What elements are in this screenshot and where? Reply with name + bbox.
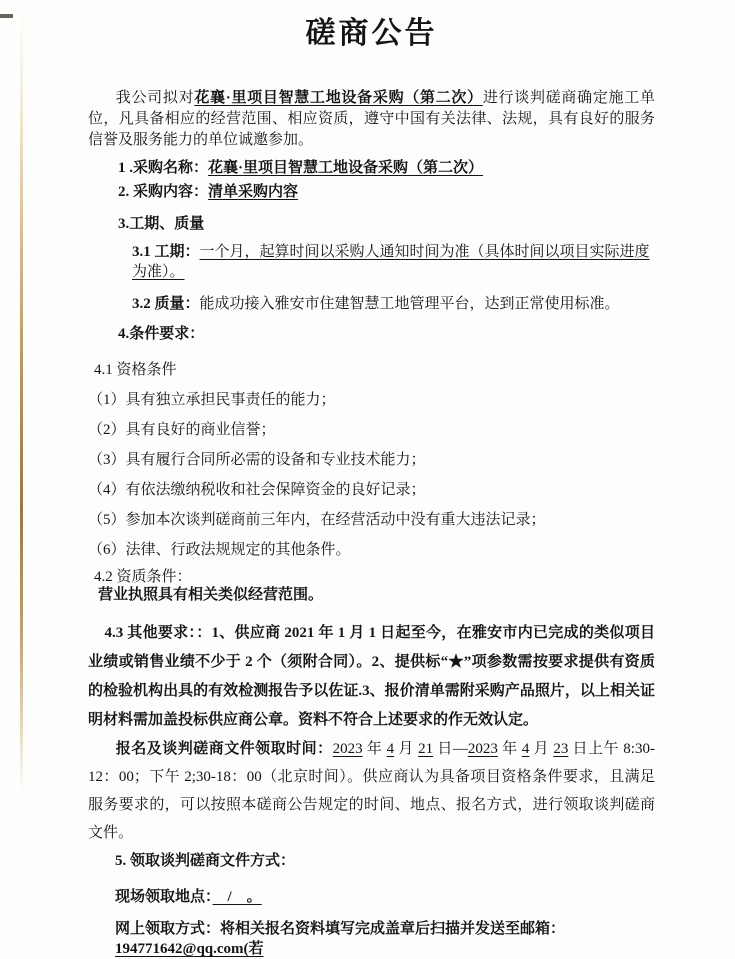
qualification-condition-6: （6）法律、行政法规规定的其他条件。 xyxy=(88,542,351,558)
document-page xyxy=(0,14,735,959)
license-requirement: 营业执照具有相关类似经营范围。 xyxy=(98,587,324,603)
signup-year-2: 2023 xyxy=(467,741,498,757)
signup-sep-6: 日上午 8:30-12：00； xyxy=(88,741,655,785)
offline-pickup-row xyxy=(115,887,655,907)
section-5-heading: 5. 领取谈判磋商文件方式： xyxy=(115,853,296,869)
signup-time-label: 报名及谈判磋商文件领取时间： xyxy=(115,741,333,757)
qualification-condition-3: （3）具有履行合同所必需的设备和专业技术能力； xyxy=(88,452,426,468)
project-name-highlight: 花襄·里项目智慧工地设备采购（第二次） xyxy=(194,90,483,106)
procurement-content-value: 清单采购内容 xyxy=(208,184,299,200)
duration-label: 3.1 工期： xyxy=(132,244,200,260)
procurement-content-row xyxy=(118,182,655,202)
signup-sep-5: 月 xyxy=(529,741,554,757)
signup-sep-3: 日— xyxy=(433,741,468,757)
signup-month-1: 4 xyxy=(386,741,395,757)
online-pickup-email: 194771642@qq.com(若 xyxy=(115,941,264,957)
offline-pickup-label: 现场领取地点： xyxy=(115,889,213,905)
signup-day-1: 21 xyxy=(418,741,434,757)
section-3-heading: 3.工期、质量 xyxy=(118,216,205,232)
qualification-condition-4: （4）有依法缴纳税收和社会保障资金的良好记录； xyxy=(88,482,426,498)
section-4-3-paragraph: 4.3 其他要求：：1、供应商 2021 年 1 月 1 日起至今，在雅安市内已完成的类似项目业绩或销售业绩不少于 2 个（须附合同）。2、提供标“★”项参数需按要求提供有资质的检验机构出具的有效检测报告予以佐证.3、报价清单需附采购产品照片，以上相关证明材料需加盖投标供应商公章。资料不符合上述要求的作无效认定。 xyxy=(88,625,655,728)
signup-time-paragraph xyxy=(88,735,655,847)
intro-rest: 进行谈判磋商确定施工单位，凡具备相应的经营范围、相应资质，遵守中国有关法律、法规，具有良好的服务信誉及服务能力的单位诚邀参加。 xyxy=(88,90,655,148)
qualification-condition-5: （5）参加本次谈判磋商前三年内，在经营活动中没有重大违法记录； xyxy=(88,512,546,528)
online-pickup-label: 网上领取方式： xyxy=(115,921,221,937)
intro-lead: 我公司拟对 xyxy=(115,90,195,106)
section-4-1-heading: 4.1 资格条件 xyxy=(94,362,177,378)
qualification-condition-1: （1）具有独立承担民事责任的能力； xyxy=(88,392,336,408)
section-4-heading: 4.条件要求： xyxy=(118,326,205,342)
offline-pickup-value: / 。 xyxy=(212,889,262,905)
quality-label: 3.2 质量： xyxy=(132,296,200,312)
procurement-name-label: 1 .采购名称： xyxy=(118,160,209,176)
intro-paragraph xyxy=(88,88,655,151)
procurement-name-value: 花襄·里项目智慧工地设备采购（第二次） xyxy=(208,160,484,176)
section-3-1-row xyxy=(132,242,655,282)
signup-day-2: 23 xyxy=(553,741,569,757)
page-title: 磋商公告 xyxy=(305,17,438,50)
section-4-2-heading: 4.2 资质条件： xyxy=(94,569,192,585)
signup-sep-4: 年 xyxy=(497,741,522,757)
signup-sep-1: 年 xyxy=(362,741,387,757)
signup-month-2: 4 xyxy=(521,741,530,757)
section-3-2-row xyxy=(132,294,655,314)
qualification-condition-2: （2）具有良好的商业信誉； xyxy=(88,422,276,438)
online-pickup-row xyxy=(115,919,655,959)
procurement-content-label: 2. 采购内容： xyxy=(118,184,209,200)
signup-rest: 下午 2;30-18：00（北京时间）。供应商认为具备项目资格条件要求，且满足服务要求的，可以按照本磋商公告规定的时间、地点、报名方式，进行领取谈判磋商文件。 xyxy=(88,769,655,841)
online-pickup-text: 将相关报名资料填写完成盖章后扫描并发送至邮箱： xyxy=(220,921,566,937)
procurement-name-row xyxy=(118,158,655,178)
duration-value: 一个月，起算时间以采购人通知时间为准（具体时间以项目实际进度为准）。 xyxy=(132,244,650,280)
signup-year-1: 2023 xyxy=(332,741,363,757)
quality-value: 能成功接入雅安市住建智慧工地管理平台，达到正常使用标准。 xyxy=(199,296,620,312)
signup-sep-2: 月 xyxy=(394,741,419,757)
